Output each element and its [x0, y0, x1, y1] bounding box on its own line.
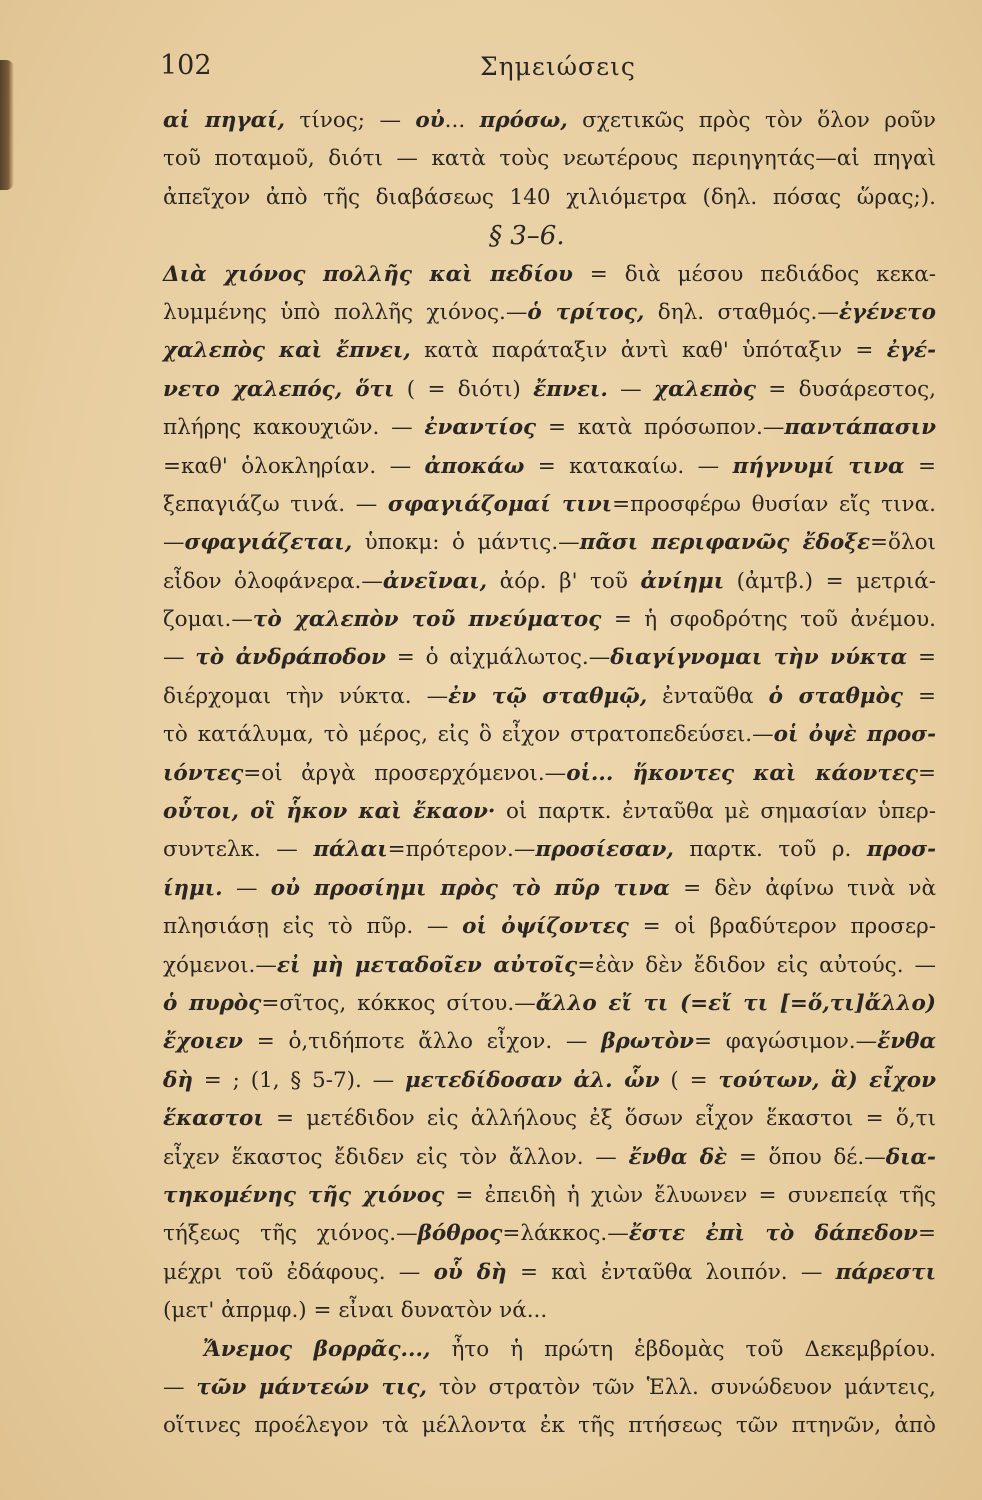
text-line: τηκομένης τῆς χιόνος = ἐπειδὴ ἡ χιὼν ἔλυωνεν = συνεπείᾳ τῆς	[163, 1182, 936, 1208]
text-line: χόμενοι.—εἰ μὴ μεταδοῖεν αὐτοῖς=ἐὰν δὲν ἔδιδον εἰς αὐτούς. —	[163, 952, 936, 978]
running-title: Σημειώσεις	[480, 52, 636, 81]
text-line: πλησιάσῃ εἰς τὸ πῦρ. — οἱ ὀψίζοντες = οἱ βραδύτερον προσερ-	[163, 914, 936, 940]
text-line: τὸ κατάλυμα, τὸ μέρος, εἰς ὃ εἶχον στρατοπεδεύσει.—οἱ ὀψὲ προσ-	[163, 722, 936, 748]
text-line: νετο χαλεπός, ὅτι ( = διότι) ἔπνει. — χαλεπὸς = δυσάρεστος,	[163, 376, 936, 402]
text-line: ιόντες=οἱ ἀργὰ προσερχόμενοι.—οἱ... ἥκοντες καὶ κάοντες=	[163, 760, 936, 786]
text-line: ἕκαστοι = μετέδιδον εἰς ἀλλήλους ἐξ ὅσων εἶχον ἕκαστοι = ὅ,τι	[163, 1106, 936, 1132]
text-line: Ἄνεμος βορρᾶς..., ἦτο ἡ πρώτη ἑβδομὰς τοῦ Δεκεμβρίου.	[203, 1336, 937, 1362]
text-line: — τὸ ἀνδράποδον = ὁ αἰχμάλωτος.—διαγίγνομαι τὴν νύκτα =	[163, 645, 936, 671]
text-line: Διὰ χιόνος πολλῆς καὶ πεδίου = διὰ μέσου πεδιάδος κεκα-	[163, 261, 936, 287]
text-line: χαλεπὸς καὶ ἔπνει, κατὰ παράταξιν ἀντὶ καθ' ὑπόταξιν = ἐγέ-	[163, 338, 936, 364]
text-line: αἱ πηγαί, τίνος; — οὐ... πρόσω, σχετικῶς πρὸς τὸν ὅλον ροῦν	[163, 108, 936, 133]
text-line: τοῦ ποταμοῦ, διότι — κατὰ τοὺς νεωτέρους περιηγητάς—αἱ πηγαὶ	[163, 146, 936, 172]
text-line: ἀπεῖχον ἀπὸ τῆς διαβάσεως 140 χιλιόμετρα (δηλ. πόσας ὥρας;).	[163, 184, 936, 210]
text-line: ἔχοιεν = ὁ,τιδήποτε ἄλλο εἶχον. — βρωτὸν= φαγώσιμον.—ἔνθα	[163, 1029, 936, 1055]
text-line: ζομαι.—τὸ χαλεπὸν τοῦ πνεύματος = ἡ σφοδρότης τοῦ ἀνέμου.	[163, 607, 936, 633]
text-line: μέχρι τοῦ ἐδάφους. — οὗ δὴ = καὶ ἐνταῦθα λοιπόν. — πάρεστι	[163, 1259, 936, 1285]
text-line: —σφαγιάζεται, ὑποκμ: ὁ μάντις.—πᾶσι περιφανῶς ἔδοξε=ὅλοι	[163, 530, 936, 556]
text-line: ξεπαγιάζω τινά. — σφαγιάζομαί τινι=προσφέρω θυσίαν εἴς τινα.	[163, 491, 936, 517]
section-heading: § 3–6.	[489, 221, 565, 252]
text-line: (μετ' ἀπρμφ.) = εἶναι δυνατὸν νά...	[163, 1298, 548, 1324]
text-line: διέρχομαι τὴν νύκτα. —ἐν τῷ σταθμῷ, ἐνταῦθα ὁ σταθμὸς =	[163, 683, 936, 709]
text-line: δὴ = ; (1, § 5-7). — μετεδίδοσαν ἀλ. ὧν ( = τούτων, ἃ) εἶχον	[163, 1067, 937, 1093]
text-line: =καθ' ὁλοκληρίαν. — ἀποκάω = κατακαίω. — πήγνυμί τινα =	[163, 453, 936, 479]
book-binding-shadow	[0, 60, 14, 190]
text-line: ὁ πυρὸς=σῖτος, κόκκος σίτου.—ἄλλο εἴ τι (=εἴ τι [=ὅ,τι]ἄλλο)	[163, 990, 936, 1016]
text-line: οἵτινες προέλεγον τὰ μέλλοντα ἐκ τῆς πτήσεως τῶν πτηνῶν, ἀπὸ	[163, 1413, 936, 1439]
text-line: — τῶν μάντεών τις, τὸν στρατὸν τῶν Ἑλλ. συνώδευον μάντεις,	[163, 1374, 936, 1400]
text-line: συντελκ. — πάλαι=πρότερον.—προσίεσαν, παρτκ. τοῦ ρ. προσ-	[163, 837, 936, 863]
text-line: οὗτοι, οἳ ἧκον καὶ ἔκαον· οἱ παρτκ. ἐνταῦθα μὲ σημασίαν ὑπερ-	[163, 799, 936, 825]
text-line: εἶχεν ἕκαστος ἔδιδεν εἰς τὸν ἄλλον. — ἔνθα δὲ = ὅπου δέ.—δια-	[163, 1144, 936, 1170]
page-header	[160, 50, 940, 90]
text-line: εἶδον ὁλοφάνερα.—ἀνεῖναι, ἀόρ. β' τοῦ ἀνίημι (ἀμτβ.) = μετριά-	[163, 568, 936, 594]
text-line: πλήρης κακουχιῶν. — ἐναντίος = κατὰ πρόσωπον.—παντάπασιν	[163, 415, 936, 441]
text-line: λυμμένης ὑπὸ πολλῆς χιόνος.—ὁ τρίτος, δηλ. σταθμός.—ἐγένετο	[163, 299, 936, 325]
body-text	[163, 102, 936, 1446]
page-number: 102	[160, 50, 212, 81]
text-line: ίημι. — οὐ προσίημι πρὸς τὸ πῦρ τινα = δὲν ἀφίνω τινὰ νὰ	[163, 875, 936, 901]
text-line: τήξεως τῆς χιόνος.—βόθρος=λάκκος.—ἔστε ἐπὶ τὸ δάπεδον=	[163, 1221, 936, 1247]
